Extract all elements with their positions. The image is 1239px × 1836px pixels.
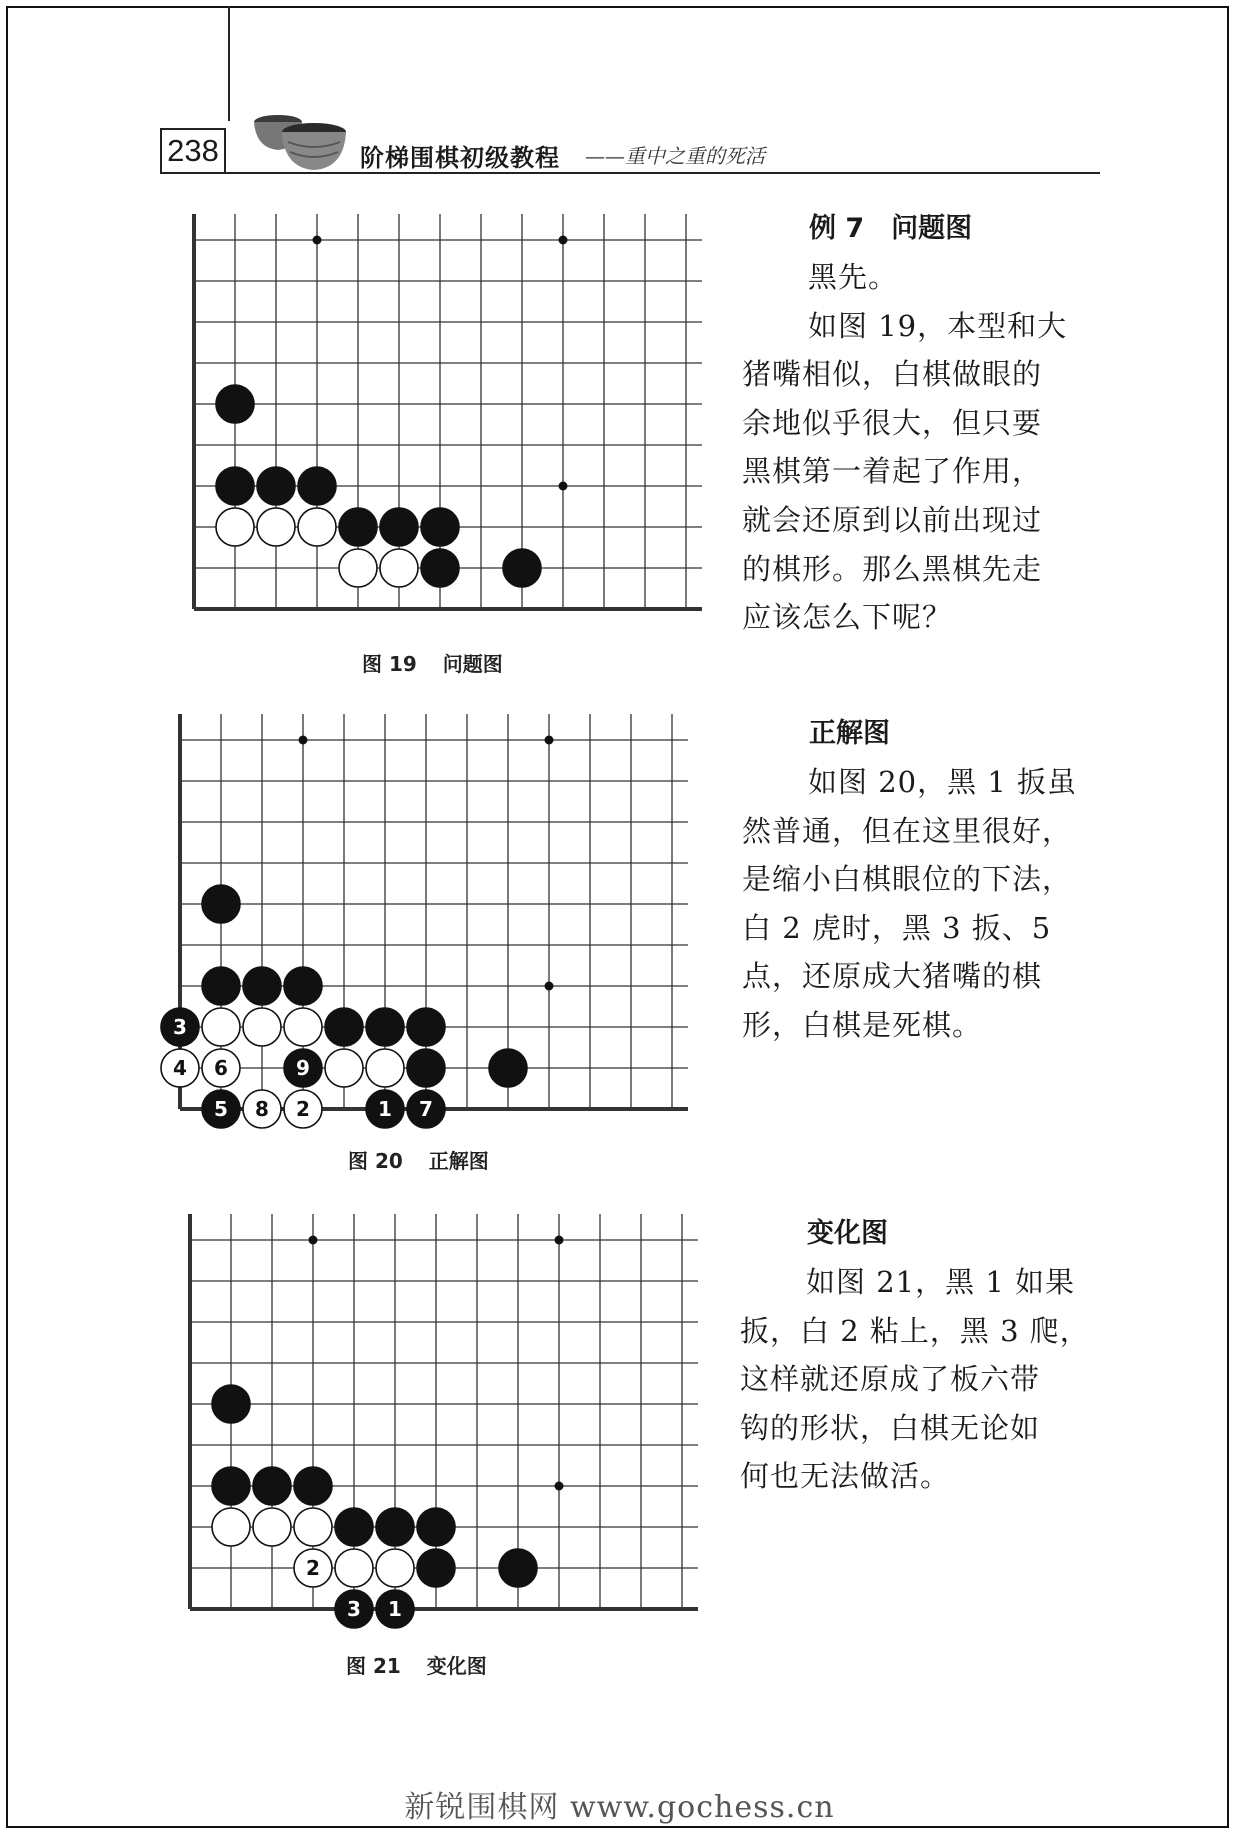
black-stone	[366, 1008, 404, 1046]
para-line: 如图 19，本型和大	[808, 308, 1068, 343]
black-stone	[298, 467, 336, 505]
star-point	[555, 1482, 564, 1491]
white-stone	[284, 1008, 322, 1046]
para-line: 余地似乎很大，但只要	[742, 405, 1043, 440]
para-line: 黑棋第一着起了作用，	[742, 454, 1043, 489]
para-line: 扳，白 2 粘上，黑 3 爬，	[740, 1313, 1090, 1348]
watermark-footer: 新锐围棋网 www.gochess.cn	[404, 1790, 835, 1825]
para-line: 何也无法做活。	[740, 1459, 951, 1494]
white-stone	[335, 1549, 373, 1587]
book-title: 阶梯围棋初级教程	[360, 144, 560, 172]
white-stone	[243, 1008, 281, 1046]
star-point	[559, 236, 568, 245]
para-line: 白 2 虎时，黑 3 扳、5	[742, 910, 1052, 945]
para-line: 钩的形状，白棋无论如	[740, 1410, 1041, 1445]
para-line: 形，白棋是死棋。	[742, 1007, 983, 1042]
move-number: 1	[388, 1597, 402, 1621]
caption-20	[348, 1145, 489, 1174]
white-stone	[325, 1049, 363, 1087]
star-point	[313, 236, 322, 245]
black-stone	[339, 508, 377, 546]
white-stone	[257, 508, 295, 546]
go-diagram-20	[158, 710, 710, 1130]
book-subtitle: ——重中之重的死活	[585, 144, 765, 168]
para-line: 如图 21，黑 1 如果	[806, 1265, 1076, 1299]
para-line: 应该怎么下呢？	[742, 600, 953, 635]
go-diagram-21	[168, 1210, 708, 1630]
black-stone	[253, 1467, 291, 1505]
black-stone	[417, 1508, 455, 1546]
move-number: 4	[173, 1056, 187, 1080]
caption-number: 图 20	[348, 1149, 403, 1173]
move-number: 2	[296, 1097, 310, 1121]
star-point	[559, 482, 568, 491]
white-stone	[339, 549, 377, 587]
white-stone	[376, 1549, 414, 1587]
black-stone	[380, 508, 418, 546]
move-number: 8	[255, 1097, 269, 1121]
white-stone	[294, 1508, 332, 1546]
go-diagram-19	[172, 210, 712, 620]
black-stone	[202, 967, 240, 1005]
para-line: 点，还原成大猪嘴的棋	[742, 959, 1043, 994]
star-point	[545, 736, 554, 745]
section-problem	[742, 205, 1102, 642]
black-stone	[489, 1049, 527, 1087]
black-stone	[216, 467, 254, 505]
white-stone	[202, 1008, 240, 1046]
para-line: 然普通，但在这里很好，	[742, 813, 1073, 848]
caption-label: 正解图	[428, 1149, 489, 1173]
black-stone	[294, 1467, 332, 1505]
caption-21	[346, 1650, 487, 1679]
move-number: 9	[296, 1056, 310, 1080]
move-number: 2	[306, 1556, 320, 1580]
black-stone	[212, 1467, 250, 1505]
black-stone	[407, 1049, 445, 1087]
move-number: 6	[214, 1056, 228, 1080]
move-number: 5	[214, 1097, 228, 1121]
white-stone	[298, 508, 336, 546]
black-stone	[257, 467, 295, 505]
star-point	[299, 736, 308, 745]
move-number: 3	[347, 1597, 361, 1621]
black-stone	[202, 885, 240, 923]
white-stone	[366, 1049, 404, 1087]
caption-label: 问题图	[442, 652, 503, 676]
white-stone	[380, 549, 418, 587]
para-line: 猪嘴相似，白棋做眼的	[742, 357, 1043, 392]
caption-19	[362, 648, 503, 677]
black-stone	[417, 1549, 455, 1587]
white-stone	[212, 1508, 250, 1546]
black-stone	[376, 1508, 414, 1546]
header-rule	[160, 172, 1100, 174]
caption-number: 图 21	[346, 1654, 401, 1678]
caption-label: 变化图	[426, 1654, 487, 1678]
black-stone	[325, 1008, 363, 1046]
para-line: 这样就还原成了板六带	[740, 1362, 1041, 1397]
para-line: 就会还原到以前出现过	[742, 502, 1043, 537]
page-number: 238	[160, 128, 226, 174]
black-stone	[407, 1008, 445, 1046]
caption-number: 图 19	[362, 652, 417, 676]
star-point	[545, 982, 554, 991]
para-line: 如图 20，黑 1 扳虽	[808, 765, 1078, 799]
black-stone	[212, 1385, 250, 1423]
star-point	[309, 1236, 318, 1245]
black-stone	[335, 1508, 373, 1546]
star-point	[555, 1236, 564, 1245]
section-heading: 正解图	[809, 718, 890, 749]
move-number: 7	[419, 1097, 433, 1121]
black-stone	[284, 967, 322, 1005]
black-stone	[503, 549, 541, 587]
black-stone	[421, 508, 459, 546]
para-line: 的棋形。那么黑棋先走	[742, 551, 1043, 586]
binding-line	[228, 6, 230, 121]
section-variation	[740, 1210, 1100, 1501]
black-stone	[243, 967, 281, 1005]
para-line: 黑先。	[808, 260, 899, 294]
white-stone	[216, 508, 254, 546]
black-stone	[216, 385, 254, 423]
para-line: 是缩小白棋眼位的下法，	[742, 862, 1073, 897]
section-heading: 变化图	[807, 1218, 888, 1249]
go-bowls-icon	[244, 112, 352, 176]
section-solution	[742, 710, 1102, 1050]
black-stone	[499, 1549, 537, 1587]
black-stone	[421, 549, 459, 587]
section-heading: 例 7 问题图	[809, 213, 973, 244]
move-number: 3	[173, 1015, 187, 1039]
white-stone	[253, 1508, 291, 1546]
move-number: 1	[378, 1097, 392, 1121]
